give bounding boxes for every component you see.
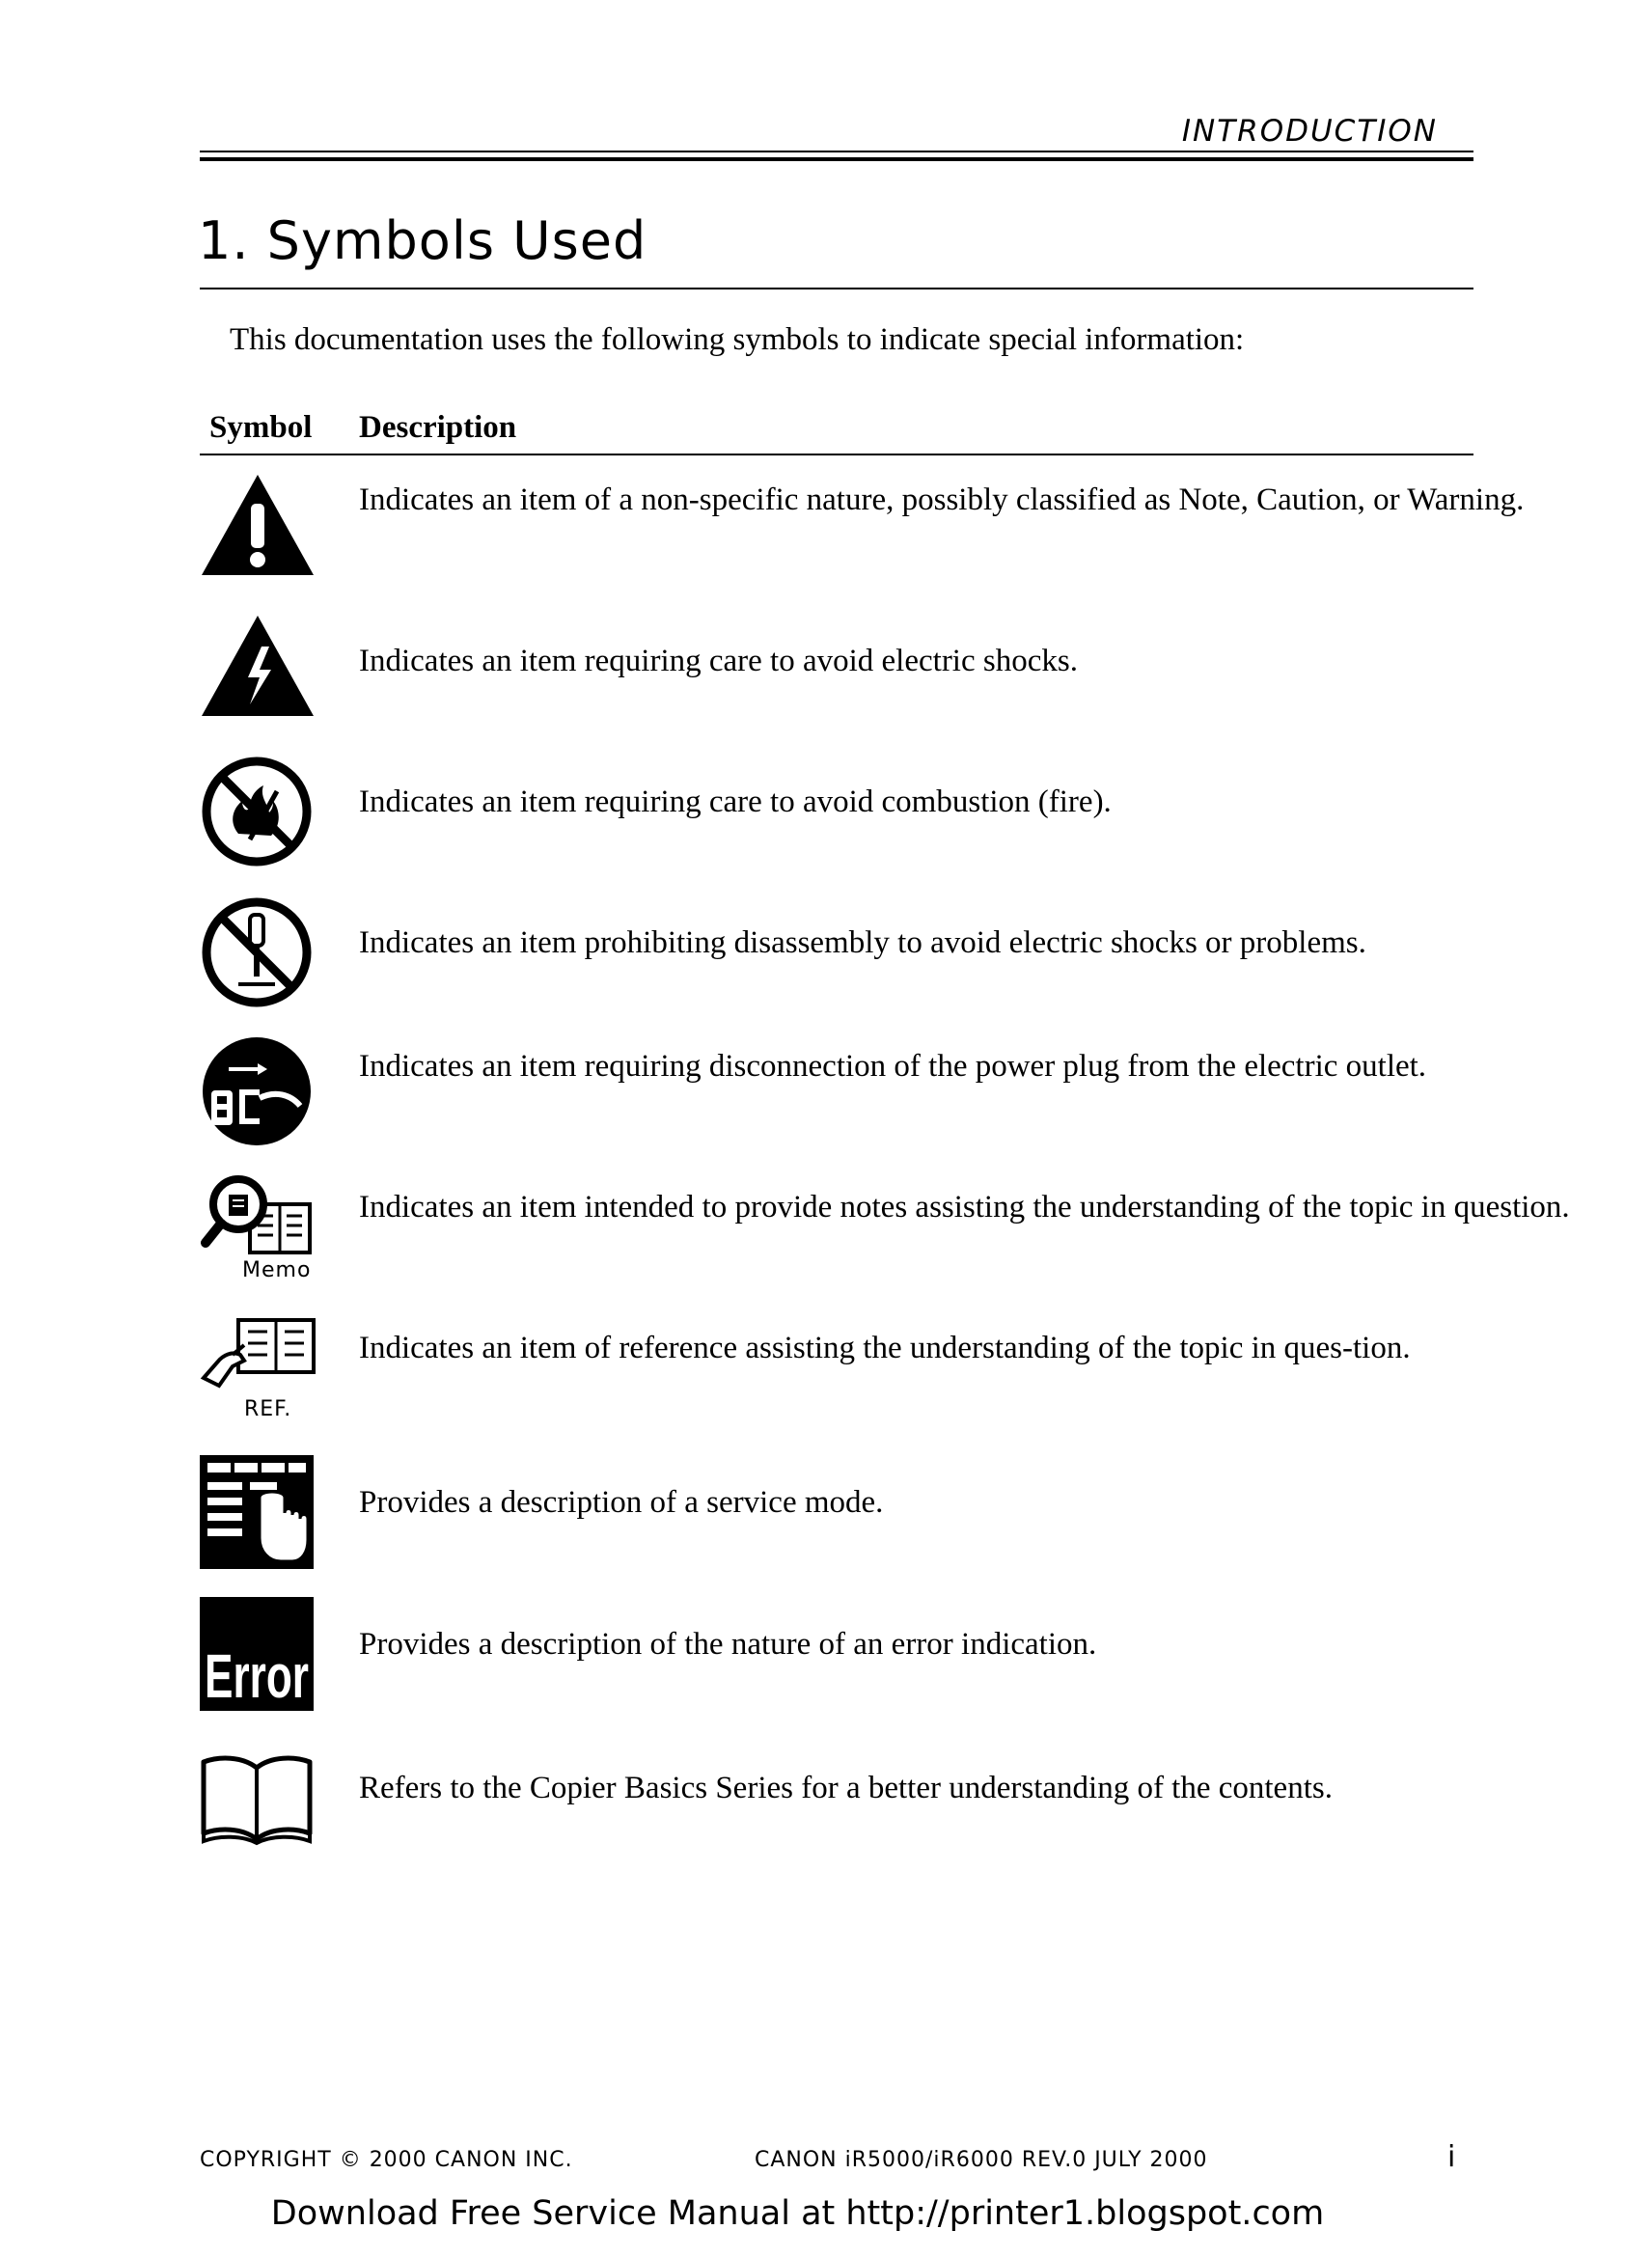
download-watermark: Download Free Service Manual at http://printer1.blogspot.com [270,2194,1325,2233]
error-icon-text: Error [205,1641,309,1711]
reference-icon [200,1316,317,1393]
header-rule-bold [200,157,1473,161]
column-header-symbol: Symbol [209,410,313,445]
symbol-description: Refers to the Copier Basics Series for a better understanding of the contents. [359,1771,1333,1805]
symbol-row [200,895,1473,1009]
symbol-row [200,755,1473,868]
symbol-row [200,1034,1473,1148]
symbol-row [200,614,1473,720]
table-header-rule [200,454,1473,455]
symbol-description: Indicates an item requiring care to avoid electric shocks. [359,644,1078,678]
symbol-description: Indicates an item of a non-specific nature, possibly classified as Note, Caution, or Warning. [359,482,1525,517]
no-fire-icon [200,755,314,868]
error-icon [200,1597,314,1711]
symbol-description: Indicates an item requiring care to avoid combustion (fire). [359,784,1112,819]
header-section-label: INTRODUCTION [1181,114,1438,149]
intro-paragraph: This documentation uses the following symbols to indicate special information: [230,322,1245,357]
open-book-icon [200,1752,314,1845]
warning-triangle-icon [200,473,316,579]
memo-caption: Memo [242,1258,312,1282]
symbol-row [200,1316,1473,1430]
page-title: 1. Symbols Used [198,210,647,271]
electric-shock-icon [200,614,316,720]
memo-icon [200,1175,316,1260]
symbol-description: Provides a description of a service mode. [359,1485,884,1520]
header-rule [200,151,1473,152]
symbol-row [200,1455,1473,1569]
service-mode-icon [200,1455,314,1569]
no-disassembly-icon [200,895,314,1009]
symbol-row [200,1175,1570,1289]
symbol-row [200,1752,1473,1849]
symbol-description: Indicates an item requiring disconnection of the power plug from the electric outlet. [359,1049,1427,1084]
footer-copyright: COPYRIGHT © 2000 CANON INC. [200,2148,573,2172]
footer-model: CANON iR5000/iR6000 REV.0 JULY 2000 [755,2148,1208,2172]
reference-caption: REF. [244,1397,292,1421]
unplug-icon [200,1034,314,1148]
symbol-row [200,473,1525,579]
symbol-row [200,1597,1473,1711]
symbol-description: Indicates an item intended to provide notes assisting the understanding of the topic in question. [359,1190,1570,1225]
column-header-description: Description [359,410,517,445]
symbol-description: Provides a description of the nature of an error indication. [359,1627,1097,1662]
symbol-description: Indicates an item of reference assisting the understanding of the topic in ques-tion. [359,1331,1411,1365]
title-rule [200,288,1473,289]
page-number: i [1447,2140,1456,2174]
symbol-description: Indicates an item prohibiting disassembly to avoid electric shocks or problems. [359,925,1366,960]
